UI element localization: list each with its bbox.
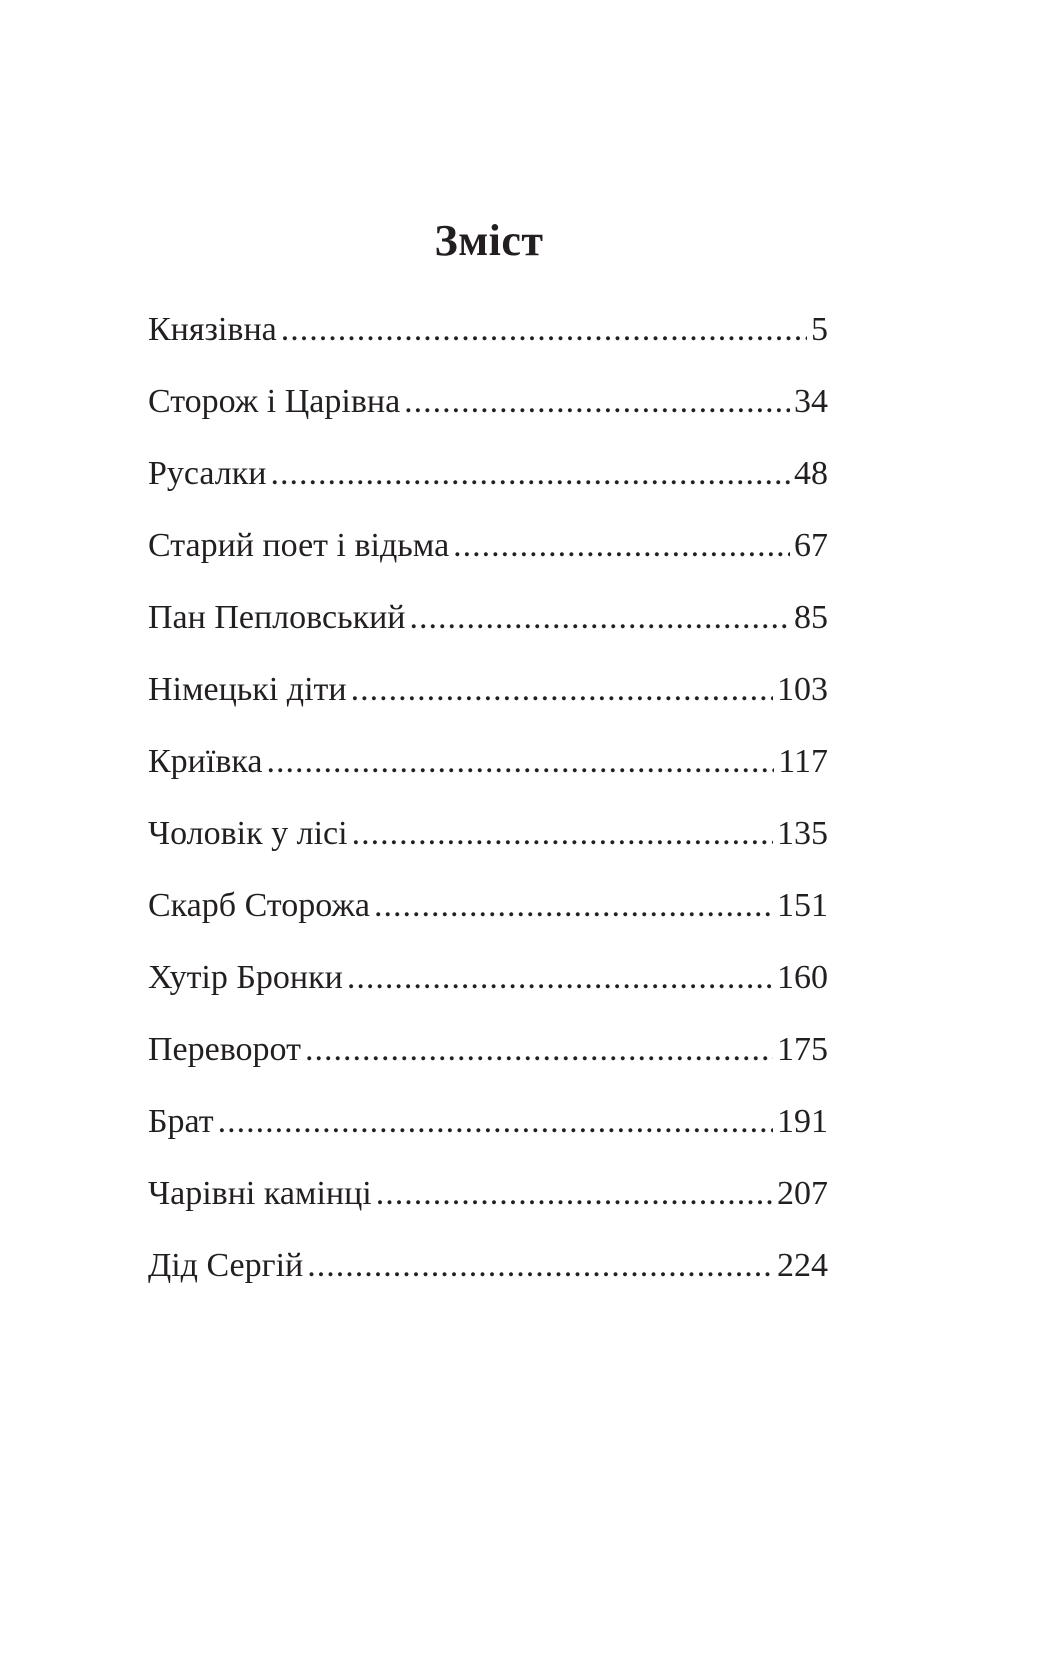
toc-entry[interactable] [148,521,828,593]
toc-entry-title: Криївка [148,743,263,780]
dot-leader [404,377,790,427]
toc-entry-page: 103 [777,671,828,708]
dot-leader [347,953,773,1003]
toc-entry-title: Переворот [148,1031,301,1068]
toc-entry[interactable] [148,809,828,881]
dot-leader [266,737,774,787]
toc-entry-page: 34 [794,383,828,420]
toc-entry-title: Дід Сергій [148,1247,304,1284]
toc-entry-page: 224 [777,1247,828,1284]
toc-entry-title: Німецькі діти [148,671,347,708]
toc-entry-title: Брат [148,1103,214,1140]
toc-entry[interactable] [148,1097,828,1169]
toc-entry[interactable] [148,737,828,809]
toc-entry-page: 207 [777,1175,828,1212]
dot-leader [376,1169,773,1219]
toc-entry-title: Чарівні камінці [148,1175,372,1212]
toc-entry-page: 160 [777,959,828,996]
toc-entry[interactable] [148,881,828,953]
toc-entry[interactable] [148,1169,828,1241]
toc-entry-page: 85 [794,599,828,636]
toc-entry-page: 5 [811,311,828,348]
table-of-contents [148,305,828,1313]
toc-entry[interactable] [148,1241,828,1313]
toc-entry[interactable] [148,665,828,737]
toc-entry-page: 175 [777,1031,828,1068]
toc-entry-page: 48 [794,455,828,492]
dot-leader [351,665,773,715]
toc-entry[interactable] [148,1025,828,1097]
toc-entry-page: 117 [778,743,828,780]
toc-entry-title: Русалки [148,455,267,492]
toc-entry-page: 67 [794,527,828,564]
toc-entry-page: 151 [777,887,828,924]
toc-entry[interactable] [148,305,828,377]
page-title: Зміст [434,216,544,266]
dot-leader [305,1025,773,1075]
dot-leader [453,521,790,571]
dot-leader [307,1241,773,1291]
toc-entry[interactable] [148,377,828,449]
toc-entry-title: Старий поет і відьма [148,527,450,564]
toc-entry-title: Скарб Сторожа [148,887,370,924]
toc-entry[interactable] [148,593,828,665]
toc-entry-title: Сторож і Царівна [148,383,401,420]
dot-leader [410,593,790,643]
toc-entry[interactable] [148,953,828,1025]
toc-entry-page: 135 [777,815,828,852]
toc-entry[interactable] [148,449,828,521]
dot-leader [374,881,773,931]
dot-leader [271,449,791,499]
dot-leader [218,1097,773,1147]
dot-leader [352,809,773,859]
dot-leader [281,305,807,355]
toc-entry-title: Хутір Бронки [148,959,343,996]
toc-entry-page: 191 [777,1103,828,1140]
toc-entry-title: Князівна [148,311,277,348]
toc-entry-title: Чоловік у лісі [148,815,348,852]
toc-entry-title: Пан Пепловський [148,599,406,636]
